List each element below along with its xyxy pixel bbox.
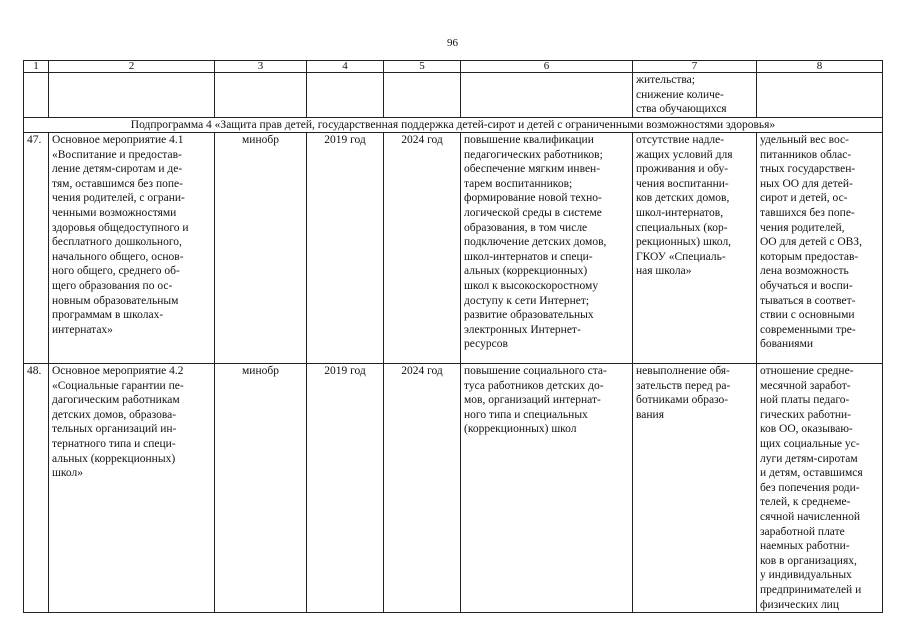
cell-text-line: ботниками образо- <box>636 394 729 407</box>
cell-text-line: ная школа» <box>636 265 692 278</box>
results-cell <box>461 364 633 613</box>
consequences-cell <box>633 133 757 364</box>
cell-text-line: подключение детских домов, <box>464 236 607 249</box>
table-row <box>24 133 883 364</box>
column-number: 4 <box>307 61 384 73</box>
cell-text-line: ных ОО для детей- <box>760 177 853 190</box>
cell-text-line: тельных организаций ин- <box>52 423 177 436</box>
cell-text-line: интернатах» <box>52 323 113 336</box>
cell-text-line: проживания и обу- <box>636 163 729 176</box>
cell-text-line: предпринимателей и <box>760 583 862 596</box>
cell-text-line: здоровья общедоступного и <box>52 221 189 234</box>
cell-text-line: тернатного типа и специ- <box>52 437 176 450</box>
cell-text-line: детских домов, образова- <box>52 408 177 421</box>
cell-text-line: телей, к среднеме- <box>760 496 851 509</box>
cell-text-line: дагогическим работникам <box>52 394 180 407</box>
cell-text-line: чения родителей, <box>760 221 845 234</box>
cell-text-line: удельный вес вос- <box>760 134 849 146</box>
start-year-cell: 2019 год <box>307 133 384 364</box>
cell-text-line: месячной заработ- <box>760 379 851 392</box>
cell-text-line: новным образовательным <box>52 294 179 307</box>
cell-text-line: школ-интернатов и специ- <box>464 250 593 263</box>
cell-text-line: альных (коррекционных) <box>464 265 588 278</box>
column-number-row <box>24 61 883 73</box>
cell-text-line: образования, в том числе <box>464 221 588 234</box>
end-year-cell: 2024 год <box>384 133 461 364</box>
cell-text-line: питанников облас- <box>760 148 852 161</box>
cell-text-line: ков в организациях, <box>760 554 857 567</box>
cell-text-line: ченными возможностями <box>52 206 177 219</box>
column-number: 5 <box>384 61 461 73</box>
cell-text-line: доступу к сети Интернет; <box>464 294 590 307</box>
start-year-cell: 2019 год <box>307 364 384 613</box>
cell-text-line: сирот и детей, ос- <box>760 192 848 205</box>
cell-text-line: зательств перед ра- <box>636 379 731 392</box>
end-year-cell: 2024 год <box>384 364 461 613</box>
cell-text-line: щих социальные ус- <box>760 437 860 450</box>
cell-text-line: жащих условий для <box>636 148 733 161</box>
cell-text-line: у индивидуальных <box>760 569 852 582</box>
cell-text-line: лена возможность <box>760 265 849 278</box>
cell-text-line: развитие образовательных <box>464 309 594 322</box>
cell-text-line: ного общего, среднего об- <box>52 265 180 278</box>
indicators-cell <box>757 364 883 613</box>
cell-text-line: туса работников детских до- <box>464 379 604 392</box>
cell-text-line: формирование новой техно- <box>464 192 602 205</box>
indicators-cell <box>757 133 883 364</box>
cell-text-line: школ» <box>52 467 83 480</box>
cell-text-line: Основное мероприятие 4.2 <box>52 365 184 377</box>
cell-text-line: рекционных) школ, <box>636 236 732 249</box>
results-cell <box>461 133 633 364</box>
cell-text-line: ресурсов <box>464 338 508 351</box>
cell-text-line: жительства; <box>636 74 695 86</box>
column-number: 6 <box>461 61 633 73</box>
column-number: 2 <box>49 61 215 73</box>
cell-text-line: альных (коррекционных) <box>52 452 176 465</box>
cell-text-line: обучаться и воспи- <box>760 279 853 292</box>
cell-text-line: бованиями <box>760 338 814 351</box>
cell-text-line: ствии с основными <box>760 309 855 322</box>
cell-text-line: тавшихся без попе- <box>760 206 855 219</box>
cell-text-line: отсутствие надле- <box>636 134 725 146</box>
cell-text-line: начального общего, основ- <box>52 250 184 263</box>
cell-text-line: повышение социального ста- <box>464 365 607 377</box>
subprogram-title: Подпрограмма 4 «Защита прав детей, государственная поддержка детей-сирот и детей с ограниченными возможностями здоровья» <box>24 118 883 133</box>
cell-text-line: ГКОУ «Специаль- <box>636 250 726 263</box>
cell-text-line: обеспечение мягким инвен- <box>464 163 601 176</box>
column-number: 1 <box>24 61 49 73</box>
executor-cell: минобр <box>215 364 307 613</box>
cell-text-line: логической среды в системе <box>464 206 602 219</box>
row-number: 47. <box>24 133 49 364</box>
cell-text-line: тных государствен- <box>760 163 856 176</box>
row-number: 48. <box>24 364 49 613</box>
executor-cell: минобр <box>215 133 307 364</box>
cell-text-line: мов, организаций интернат- <box>464 394 601 407</box>
event-cell <box>49 133 215 364</box>
cell-text-line: ного типа и специальных <box>464 408 588 421</box>
cell-text-line: и детям, оставшимся <box>760 467 863 480</box>
cell-text-line: чения родителей, с ограни- <box>52 192 185 205</box>
cell-text-line: повышение квалификации <box>464 134 594 146</box>
cell-text-line: программам в школах- <box>52 309 164 322</box>
cell-text-line: ков детских домов, <box>636 192 730 205</box>
cell-text-line: чения воспитанни- <box>636 177 729 190</box>
cell-text-line: специальных (кор- <box>636 221 728 234</box>
cell-text-line: ОО для детей с ОВЗ, <box>760 236 862 249</box>
cell-text-line: современными тре- <box>760 323 856 336</box>
column-number: 8 <box>757 61 883 73</box>
cell-text-line: «Воспитание и предостав- <box>52 148 182 161</box>
event-cell <box>49 364 215 613</box>
page-number: 96 <box>447 37 458 49</box>
cell-text-line: тарем воспитанников; <box>464 177 573 190</box>
cell-text-line: ной платы педаго- <box>760 394 850 407</box>
cell-text-line: Основное мероприятие 4.1 <box>52 134 184 146</box>
cell-text-line: луги детям-сиротам <box>760 452 858 465</box>
cell-text-line: электронных Интернет- <box>464 323 581 336</box>
consequences-cell <box>633 364 757 613</box>
cell-text-line: снижение количе- <box>636 88 724 101</box>
column-number: 3 <box>215 61 307 73</box>
cell-text-line: бесплатного дошкольного, <box>52 236 182 249</box>
cell-text-line: гических работни- <box>760 408 851 421</box>
column-number: 7 <box>633 61 757 73</box>
cell-text-line: школ-интернатов, <box>636 206 724 219</box>
cell-text-line: отношение средне- <box>760 365 854 377</box>
cell-text-line: щего образования по ос- <box>52 279 173 292</box>
cell-text-line: ства обучающихся <box>636 103 727 116</box>
cell-text-line: вания <box>636 408 664 421</box>
program-table <box>23 60 883 613</box>
cell-text-line: тям, оставшимся без попе- <box>52 177 183 190</box>
cell-text-line: школ к высокоскоростному <box>464 279 599 292</box>
cell-text-line: наемных работни- <box>760 540 850 553</box>
cell-text-line: без попечения роди- <box>760 481 860 494</box>
cell-text-line: «Социальные гарантии пе- <box>52 379 184 392</box>
cell-text-line: невыполнение обя- <box>636 365 730 377</box>
cell-text-line: тываться в соответ- <box>760 294 856 307</box>
cell-text-line: заработной плате <box>760 525 845 538</box>
table-row <box>24 364 883 613</box>
cell-text-line: которым предостав- <box>760 250 859 263</box>
subprogram-row <box>24 118 883 133</box>
continuation-row <box>24 73 883 118</box>
cell-text-line: (коррекционных) школ <box>464 423 577 436</box>
cell-text-line: ление детям-сиротам и де- <box>52 163 183 176</box>
cell-text-line: педагогических работников; <box>464 148 603 161</box>
cell-text-line: сячной начисленной <box>760 510 861 523</box>
cell-text-line: физических лиц <box>760 598 839 611</box>
continuation-consequences-cell <box>633 73 757 118</box>
cell-text-line: ков ОО, оказываю- <box>760 423 853 436</box>
